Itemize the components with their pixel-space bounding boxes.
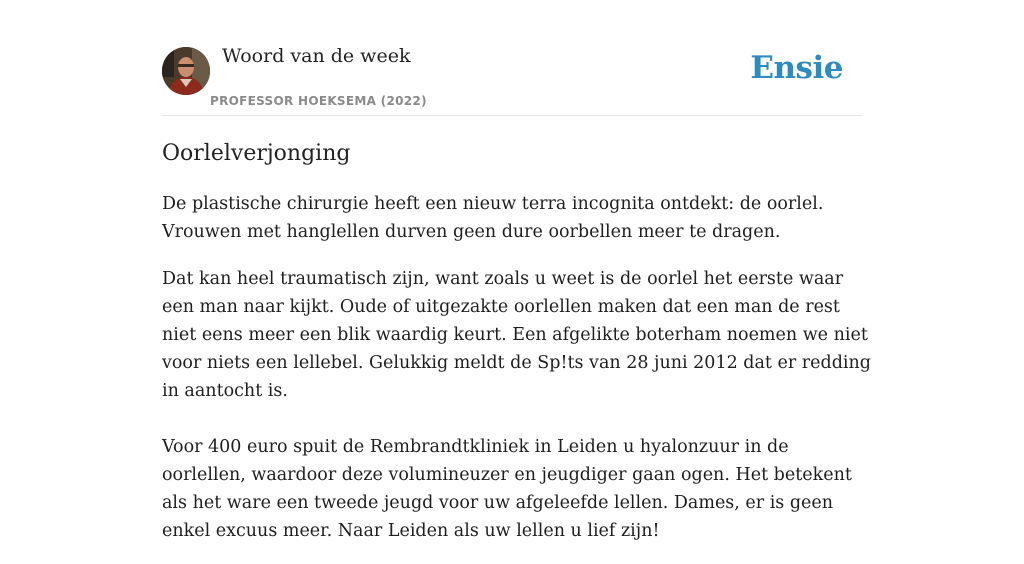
article-paragraph: De plastische chirurgie heeft een nieuw terra incognita ontdekt: de oorlel. Vrouwen met hanglellen durven geen dure oorbellen meer te dragen.: [162, 194, 824, 242]
article-paragraph: Dat kan heel traumatisch zijn, want zoals u weet is de oorlel het eerste waar een man naar kijkt. Oude of uitgezakte oorlellen maken dat een man de rest niet eens meer een blik waardig keurt. Een afgelikte boterham noemen we niet voor niets een lellebel. Gelukkig meldt de Sp!ts van 28 juni 2012 dat er redding in aantocht is. Voor 400 euro spuit de Rembrandtkliniek in Leiden u hyalonzuur in de oorlellen, waardoor deze volumineuzer en jeugdiger gaan ogen. Het betekent als het ware een tweede jeugd voor uw afgeleefde lellen. Dames, er is geen enkel excuus meer. Naar Leiden als uw lellen u lief zijn!: [162, 269, 871, 541]
author-name[interactable]: PROFESSOR HOEKSEMA (2022): [210, 94, 427, 108]
page: [162, 0, 871, 541]
header: [162, 0, 862, 116]
brand-logo[interactable]: Ensie: [750, 50, 843, 86]
author-avatar[interactable]: [162, 47, 210, 95]
article: [162, 137, 872, 564]
avatar-photo-icon: [162, 47, 210, 95]
article-title: Oorlelverjonging: [162, 141, 351, 166]
series-title[interactable]: Woord van de week: [222, 45, 411, 67]
